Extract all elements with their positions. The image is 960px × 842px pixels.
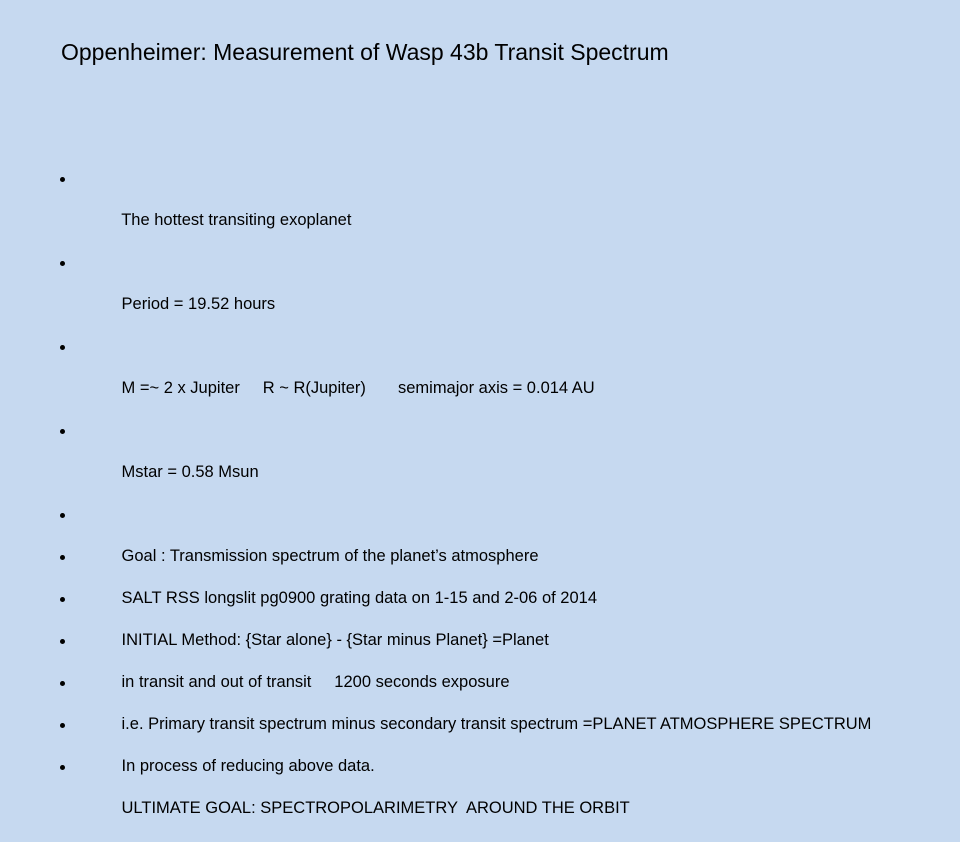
bullet-text: In process of reducing above data. (121, 757, 375, 775)
bullet-text: Mstar = 0.58 Msun (121, 463, 259, 481)
bullet-text: Goal : Transmission spectrum of the planet’s atmosphere (121, 547, 539, 565)
bullet-text: Period = 19.52 hours (121, 295, 276, 313)
bullet-text: M =~ 2 x Jupiter R ~ R(Jupiter) semimajor axis = 0.014 AU (121, 379, 595, 397)
bullet-item (60, 422, 910, 502)
bullet-item (60, 548, 910, 628)
bullet-dot-icon (60, 345, 65, 350)
bullet-text: INITIAL Method: {Star alone} - {Star minus Planet} =Planet (121, 631, 549, 649)
bullet-text: i.e. Primary transit spectrum minus secondary transit spectrum =PLANET ATMOSPHERE SPECTRUM (121, 715, 872, 733)
bullet-text: in transit and out of transit 1200 seconds exposure (121, 673, 510, 691)
bullet-dot-icon (60, 639, 65, 644)
bullet-item (60, 632, 910, 712)
bullet-dot-icon (60, 723, 65, 728)
bullet-item (60, 338, 910, 418)
bullet-dot-icon (60, 555, 65, 560)
bullet-item (60, 716, 910, 796)
bullet-item (60, 254, 910, 334)
bullet-list-bottom (60, 548, 910, 800)
bullet-text: The hottest transiting exoplanet (121, 211, 352, 229)
bullet-dot-icon (60, 429, 65, 434)
slide-title: Oppenheimer: Measurement of Wasp 43b Transit Spectrum (61, 39, 669, 65)
bullet-dot-icon (60, 261, 65, 266)
bullet-text: ULTIMATE GOAL: SPECTROPOLARIMETRY AROUND THE ORBIT (121, 799, 630, 817)
bullet-item (60, 170, 910, 250)
bullet-dot-icon (60, 177, 65, 182)
bullet-text: SALT RSS longslit pg0900 grating data on 1-15 and 2-06 of 2014 (121, 589, 597, 607)
bullet-dot-icon (60, 513, 65, 518)
